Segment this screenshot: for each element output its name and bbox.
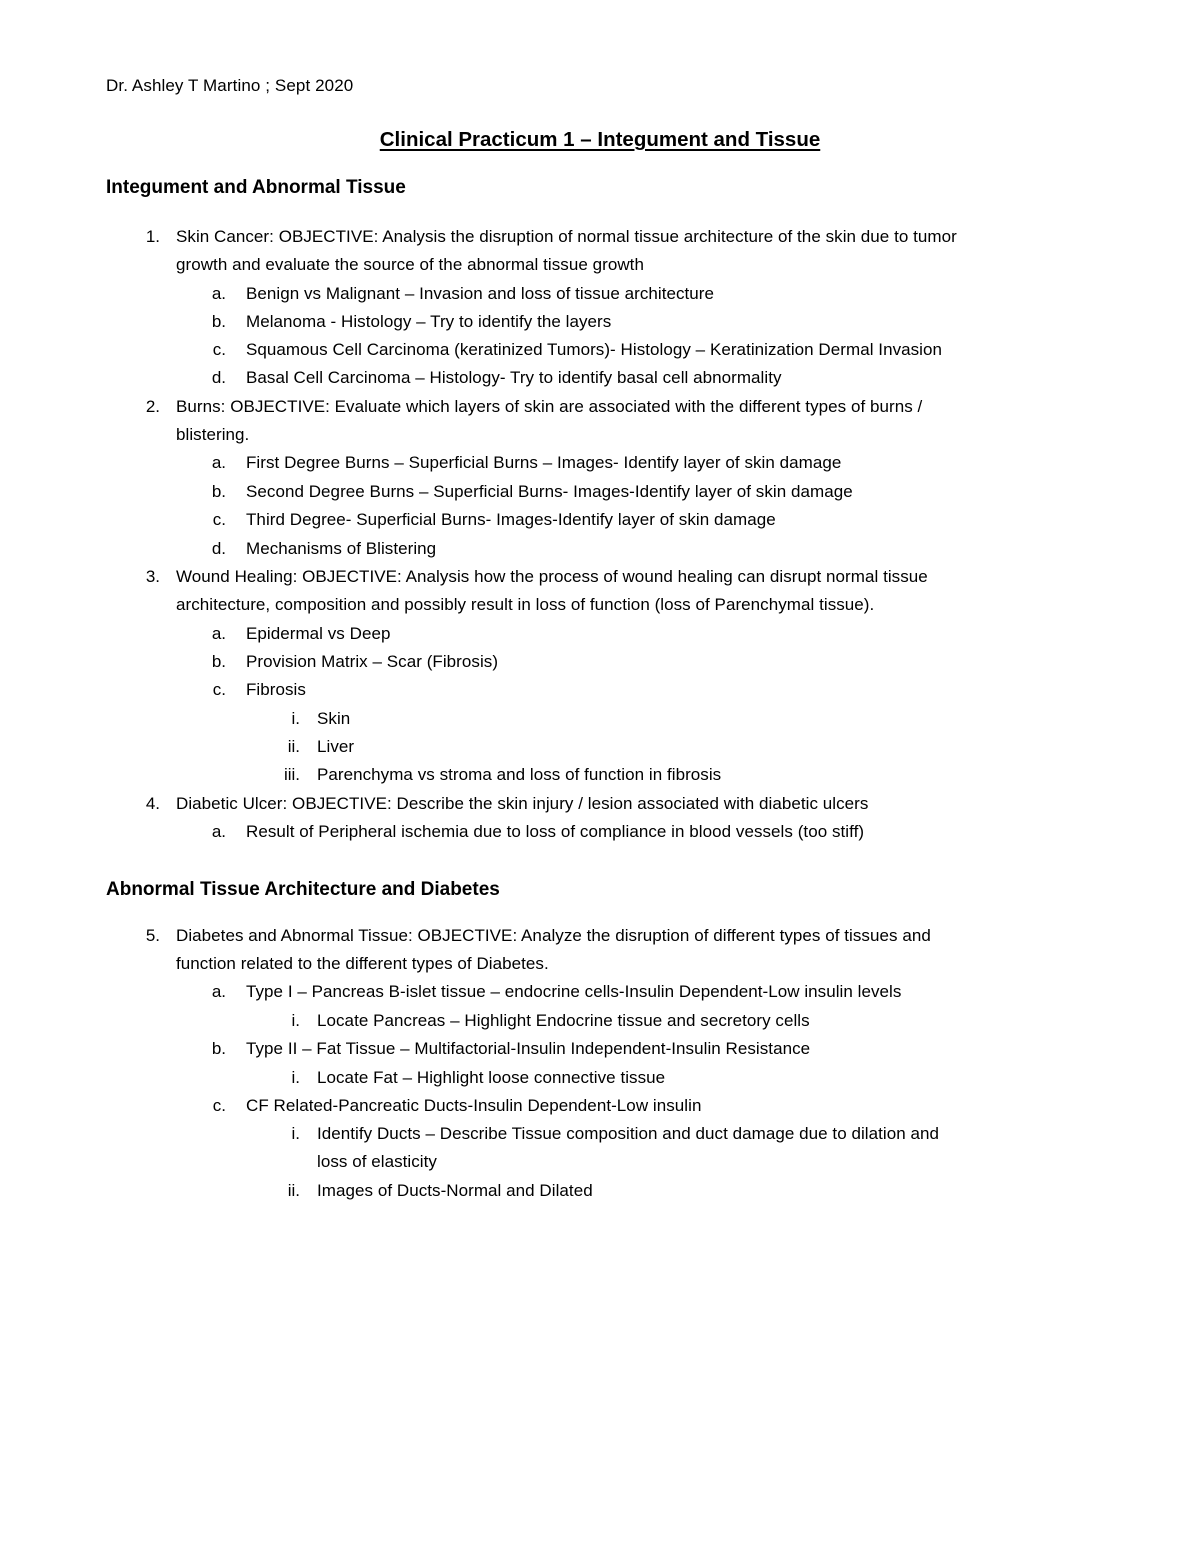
list-item-text: blistering. <box>176 425 250 444</box>
list-marker: b. <box>211 312 226 331</box>
list-item-text: Diabetes and Abnormal Tissue: OBJECTIVE: Analyze the disruption of different types of tissues and <box>176 926 931 945</box>
list-item-text: First Degree Burns – Superficial Burns – Images- Identify layer of skin damage <box>246 453 842 472</box>
list-marker: a. <box>211 624 226 643</box>
list-item-text: Third Degree- Superficial Burns- Images-Identify layer of skin damage <box>246 510 776 529</box>
list-marker: i. <box>291 1124 300 1143</box>
list-marker: ii. <box>287 737 300 756</box>
list-item-text: Provision Matrix – Scar (Fibrosis) <box>246 652 499 671</box>
list-item-text: Wound Healing: OBJECTIVE: Analysis how the process of wound healing can disrupt normal tissue <box>176 567 928 586</box>
document-title: Clinical Practicum 1 – Integument and Tissue <box>379 128 821 151</box>
list-marker: b. <box>211 652 226 671</box>
list-marker: 1. <box>145 227 160 246</box>
list-item-text: Squamous Cell Carcinoma (keratinized Tumors)- Histology – Keratinization Dermal Invasion <box>246 340 943 359</box>
list-item-text: Basal Cell Carcinoma – Histology- Try to identify basal cell abnormality <box>246 368 782 387</box>
list-marker: i. <box>291 1011 300 1030</box>
list-marker: 5. <box>145 926 160 945</box>
list-item-text: Type I – Pancreas B-islet tissue – endocrine cells-Insulin Dependent-Low insulin levels <box>246 982 902 1001</box>
list-marker: a. <box>211 453 226 472</box>
list-item-text: function related to the different types of Diabetes. <box>176 954 549 973</box>
list-marker: i. <box>291 1068 300 1087</box>
list-marker: 4. <box>145 794 160 813</box>
author-line: Dr. Ashley T Martino ; Sept 2020 <box>106 76 354 95</box>
list-marker: c. <box>212 340 226 359</box>
list-item-text: growth and evaluate the source of the abnormal tissue growth <box>176 255 644 274</box>
list-marker: b. <box>211 482 226 501</box>
list-item-text: Diabetic Ulcer: OBJECTIVE: Describe the skin injury / lesion associated with diabetic ulcers <box>176 794 869 813</box>
list-marker: c. <box>212 510 226 529</box>
list-item-text: Skin Cancer: OBJECTIVE: Analysis the disruption of normal tissue architecture of the skin due to tumor <box>176 227 957 246</box>
list-marker: b. <box>211 1039 226 1058</box>
list-marker: iii. <box>283 765 300 784</box>
list-item-text: Melanoma - Histology – Try to identify the layers <box>246 312 612 331</box>
list-marker: a. <box>211 822 226 841</box>
list-item-text: Identify Ducts – Describe Tissue composition and duct damage due to dilation and <box>317 1124 940 1143</box>
list-marker: d. <box>211 539 226 558</box>
list-item-text: Locate Pancreas – Highlight Endocrine tissue and secretory cells <box>317 1011 810 1030</box>
list-marker: i. <box>291 709 300 728</box>
list-marker: a. <box>211 982 226 1001</box>
list-marker: c. <box>212 680 226 699</box>
list-item-text: Burns: OBJECTIVE: Evaluate which layers of skin are associated with the different types of burns / <box>176 397 923 416</box>
list-marker: 2. <box>145 397 160 416</box>
list-marker: ii. <box>287 1181 300 1200</box>
list-item-text: architecture, composition and possibly result in loss of function (loss of Parenchymal tissue). <box>176 595 875 614</box>
list-item-text: Parenchyma vs stroma and loss of function in fibrosis <box>317 765 722 784</box>
list-item-text: Result of Peripheral ischemia due to loss of compliance in blood vessels (too stiff) <box>246 822 865 841</box>
list-item-text: CF Related-Pancreatic Ducts-Insulin Dependent-Low insulin <box>246 1096 702 1115</box>
list-item-text: Epidermal vs Deep <box>246 624 391 643</box>
list-marker: 3. <box>145 567 160 586</box>
list-item-text: Skin <box>317 709 351 728</box>
list-item-text: Images of Ducts-Normal and Dilated <box>317 1181 593 1200</box>
section-heading-diabetes: Abnormal Tissue Architecture and Diabetes <box>106 879 500 900</box>
list-item-text: Type II – Fat Tissue – Multifactorial-Insulin Independent-Insulin Resistance <box>246 1039 811 1058</box>
list-marker: c. <box>212 1096 226 1115</box>
list-item-text: Fibrosis <box>246 680 306 699</box>
list-marker: d. <box>211 368 226 387</box>
section-heading-integument: Integument and Abnormal Tissue <box>106 177 406 198</box>
list-marker: a. <box>211 284 226 303</box>
list-item-text: Mechanisms of Blistering <box>246 539 437 558</box>
list-item-text: Liver <box>317 737 355 756</box>
list-item-text: Benign vs Malignant – Invasion and loss of tissue architecture <box>246 284 715 303</box>
list-item-text: Second Degree Burns – Superficial Burns- Images-Identify layer of skin damage <box>246 482 853 501</box>
list-item-text: loss of elasticity <box>317 1152 437 1171</box>
list-item-text: Locate Fat – Highlight loose connective tissue <box>317 1068 666 1087</box>
